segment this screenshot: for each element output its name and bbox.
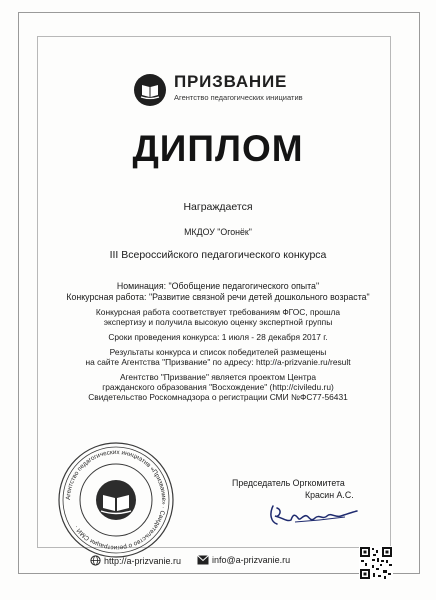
logo-title: ПРИЗВАНИЕ [174, 72, 288, 91]
recipient-name: МКДОУ "Огонёк" [184, 227, 252, 237]
project-line-3: Свидетельство Роскомнадзора о регистрации СМИ №ФС77-56431 [88, 392, 348, 402]
qr-code [359, 546, 393, 580]
handwritten-signature [265, 500, 360, 530]
project-line-2: гражданского образования "Восхождение" (http://civiledu.ru) [102, 382, 334, 392]
footer-email-text: info@a-prizvanie.ru [212, 555, 291, 565]
globe-icon [90, 555, 101, 566]
footer [90, 555, 330, 569]
footer-site-text: http://a-prizvanie.ru [104, 555, 182, 566]
diploma-heading: ДИПЛОМ [132, 128, 304, 169]
compliance-line-2: экспертизу и получила высокую оценку экспертной группы [103, 317, 333, 327]
footer-site[interactable] [90, 555, 181, 566]
awarded-label: Награждается [183, 201, 253, 213]
results-line-2: на сайте Агентства "Призвание" по адресу: http://a-prizvanie.ru/result [85, 357, 351, 367]
compliance-line-1: Конкурсная работа соответствует требованиям ФГОС, прошла [95, 307, 341, 317]
mail-icon [197, 555, 209, 565]
book-logo-icon [134, 74, 166, 106]
contest-title: III Всероссийского педагогического конкурса [109, 249, 327, 261]
project-line-1: Агентство "Призвание" является проектом Центра [119, 372, 317, 382]
contest-dates: Сроки проведения конкурса: 1 июля - 28 декабря 2017 г. [108, 332, 328, 342]
nomination: Номинация: "Обобщение педагогического опыта" [116, 281, 320, 291]
work-title: Конкурсная работа: "Развитие связной речи детей дошкольного возраста" [66, 292, 370, 302]
signer-title: Председатель Оргкомитета [232, 478, 345, 488]
official-seal [56, 440, 176, 560]
results-line-1: Результаты конкурса и список победителей размещены [109, 347, 327, 357]
logo [134, 72, 314, 108]
signer-name: Красин А.С. [305, 490, 354, 500]
footer-email[interactable] [197, 555, 290, 565]
svg-text:Агентство педагогических иници: Агентство педагогических инициатив «Призвание» · Свидетельство о регистрации СМИ · [64, 448, 168, 552]
logo-subtitle: Агентство педагогических инициатив [174, 93, 303, 102]
